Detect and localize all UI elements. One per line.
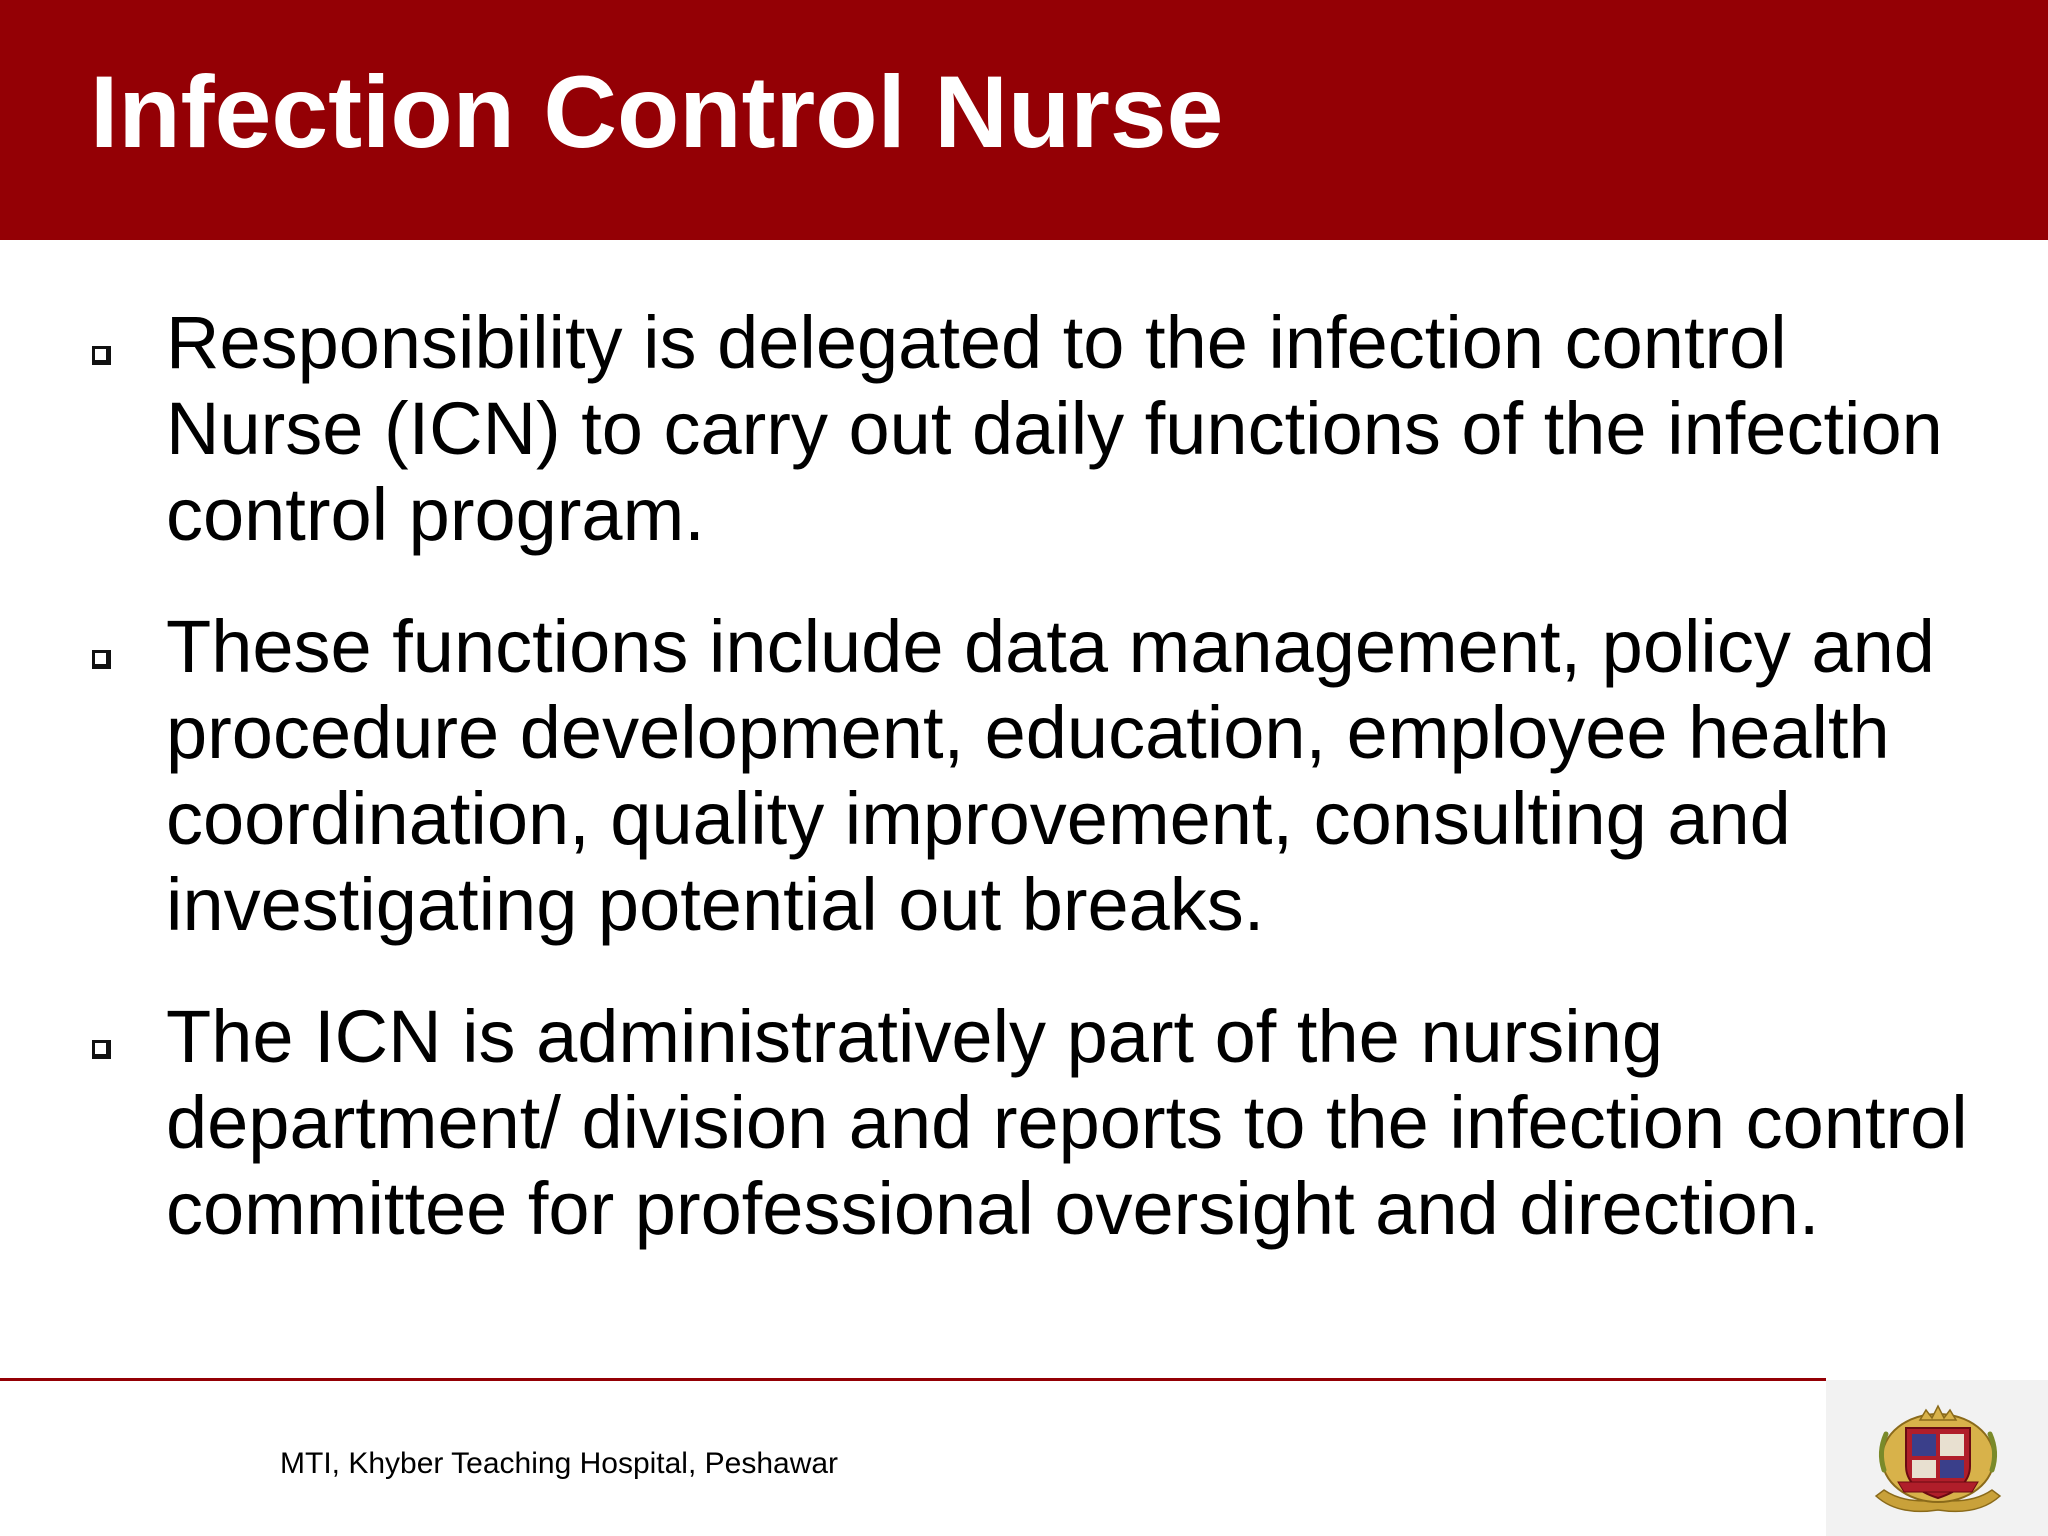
hospital-crest-logo <box>1868 1400 2008 1518</box>
square-bullet-icon <box>92 1040 111 1059</box>
square-bullet-icon <box>92 650 111 669</box>
logo-container <box>1826 1380 2048 1536</box>
bullet-item <box>92 994 1992 1252</box>
bullet-item <box>92 604 1992 948</box>
title-bar <box>0 0 2048 240</box>
slide-title: Infection Control Nurse <box>90 55 1224 169</box>
square-bullet-icon <box>92 346 111 365</box>
bullet-text: The ICN is administratively part of the nursing department/ division and reports to the infection control committee for professional oversight and direction. <box>166 995 1968 1250</box>
bullet-text: These functions include data management, policy and procedure development, education, employee health coordination, quality improvement, consulting and investigating potential out breaks. <box>166 605 1935 946</box>
footer-divider <box>0 1378 1826 1381</box>
bullet-item <box>92 300 1992 558</box>
bullet-list <box>92 300 1992 1298</box>
bullet-text: Responsibility is delegated to the infection control Nurse (ICN) to carry out daily functions of the infection control program. <box>166 301 1943 556</box>
footer-text: MTI, Khyber Teaching Hospital, Peshawar <box>280 1447 839 1480</box>
